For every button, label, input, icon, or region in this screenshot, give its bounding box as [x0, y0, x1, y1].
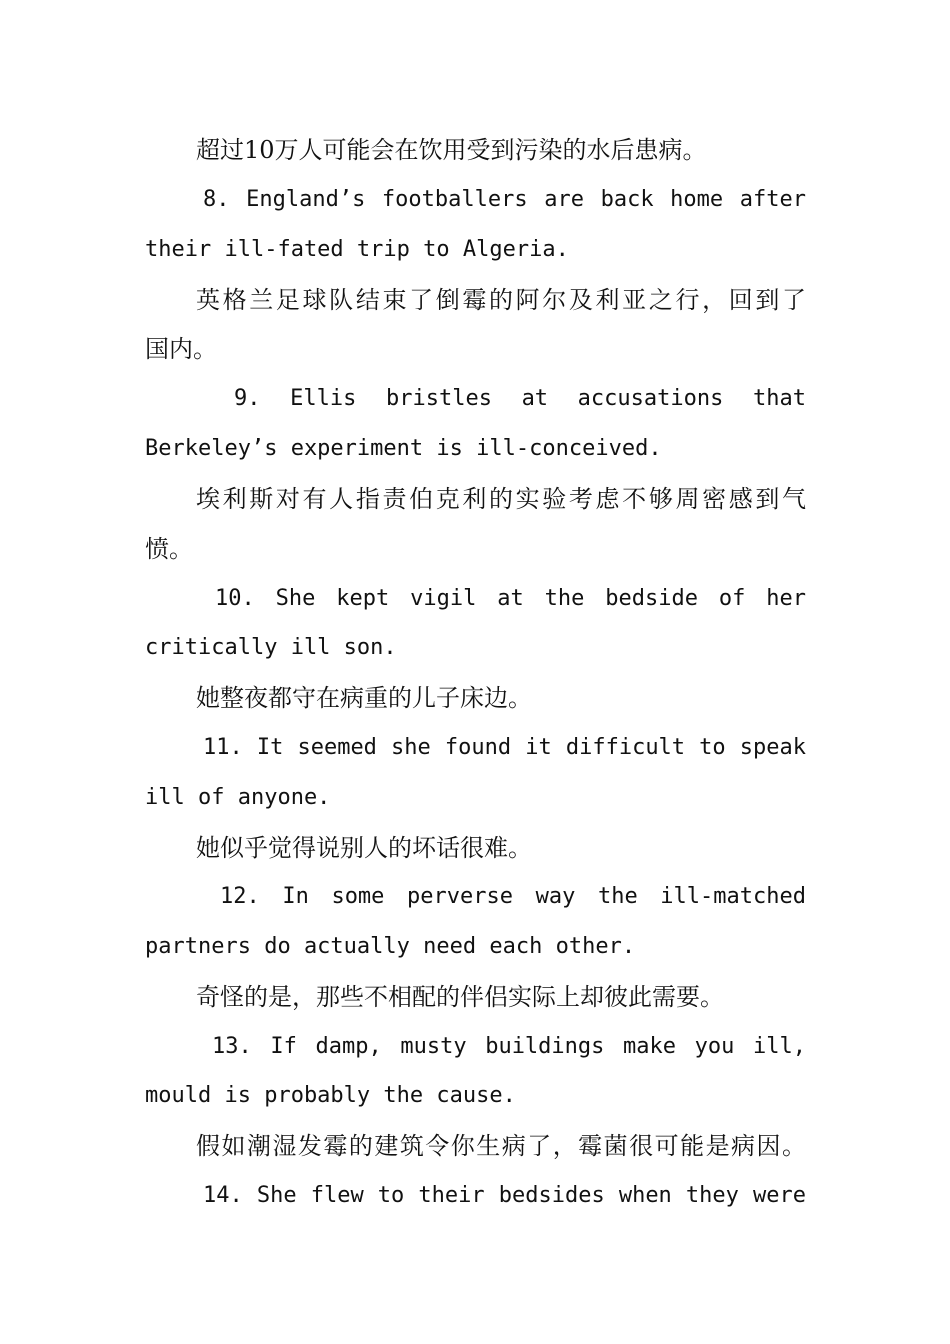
text-line: 12. In some perverse way the ill-matched [220, 884, 806, 909]
text-line: 8. England’s footballers are back home after [203, 187, 806, 212]
text-line: 埃利斯对有人指责伯克利的实验考虑不够周密感到气 [196, 485, 806, 513]
text-line: 11. It seemed she found it difficult to speak [203, 735, 806, 760]
text-line: 14. She flew to their bedsides when they were [203, 1183, 806, 1208]
text-line: their ill-fated trip to Algeria. [145, 237, 569, 262]
text-line: 国内。 [145, 335, 217, 363]
text-line: 她似乎觉得说别人的坏话很难。 [196, 834, 532, 862]
text-line: 愤。 [145, 535, 193, 563]
text-line: 英格兰足球队结束了倒霉的阿尔及利亚之行，回到了 [196, 286, 806, 314]
text-line: 她整夜都守在病重的儿子床边。 [196, 684, 532, 712]
text-line: 假如潮湿发霉的建筑令你生病了，霉菌很可能是病因。 [196, 1132, 806, 1160]
text-line: 超过10万人可能会在饮用受到污染的水后患病。 [196, 136, 707, 164]
text-line: critically ill son. [145, 635, 397, 660]
text-line: 10. She kept vigil at the bedside of her [215, 586, 806, 611]
text-line: 13. If damp, musty buildings make you ill, [212, 1034, 806, 1059]
text-line: 奇怪的是，那些不相配的伴侣实际上却彼此需要。 [196, 983, 724, 1011]
text-line: mould is probably the cause. [145, 1083, 516, 1108]
text-line: Berkeley’s experiment is ill-conceived. [145, 436, 662, 461]
text-line: ill of anyone. [145, 785, 331, 810]
text-line: partners do actually need each other. [145, 934, 636, 959]
text-line: 9. Ellis bristles at accusations that [234, 386, 806, 411]
